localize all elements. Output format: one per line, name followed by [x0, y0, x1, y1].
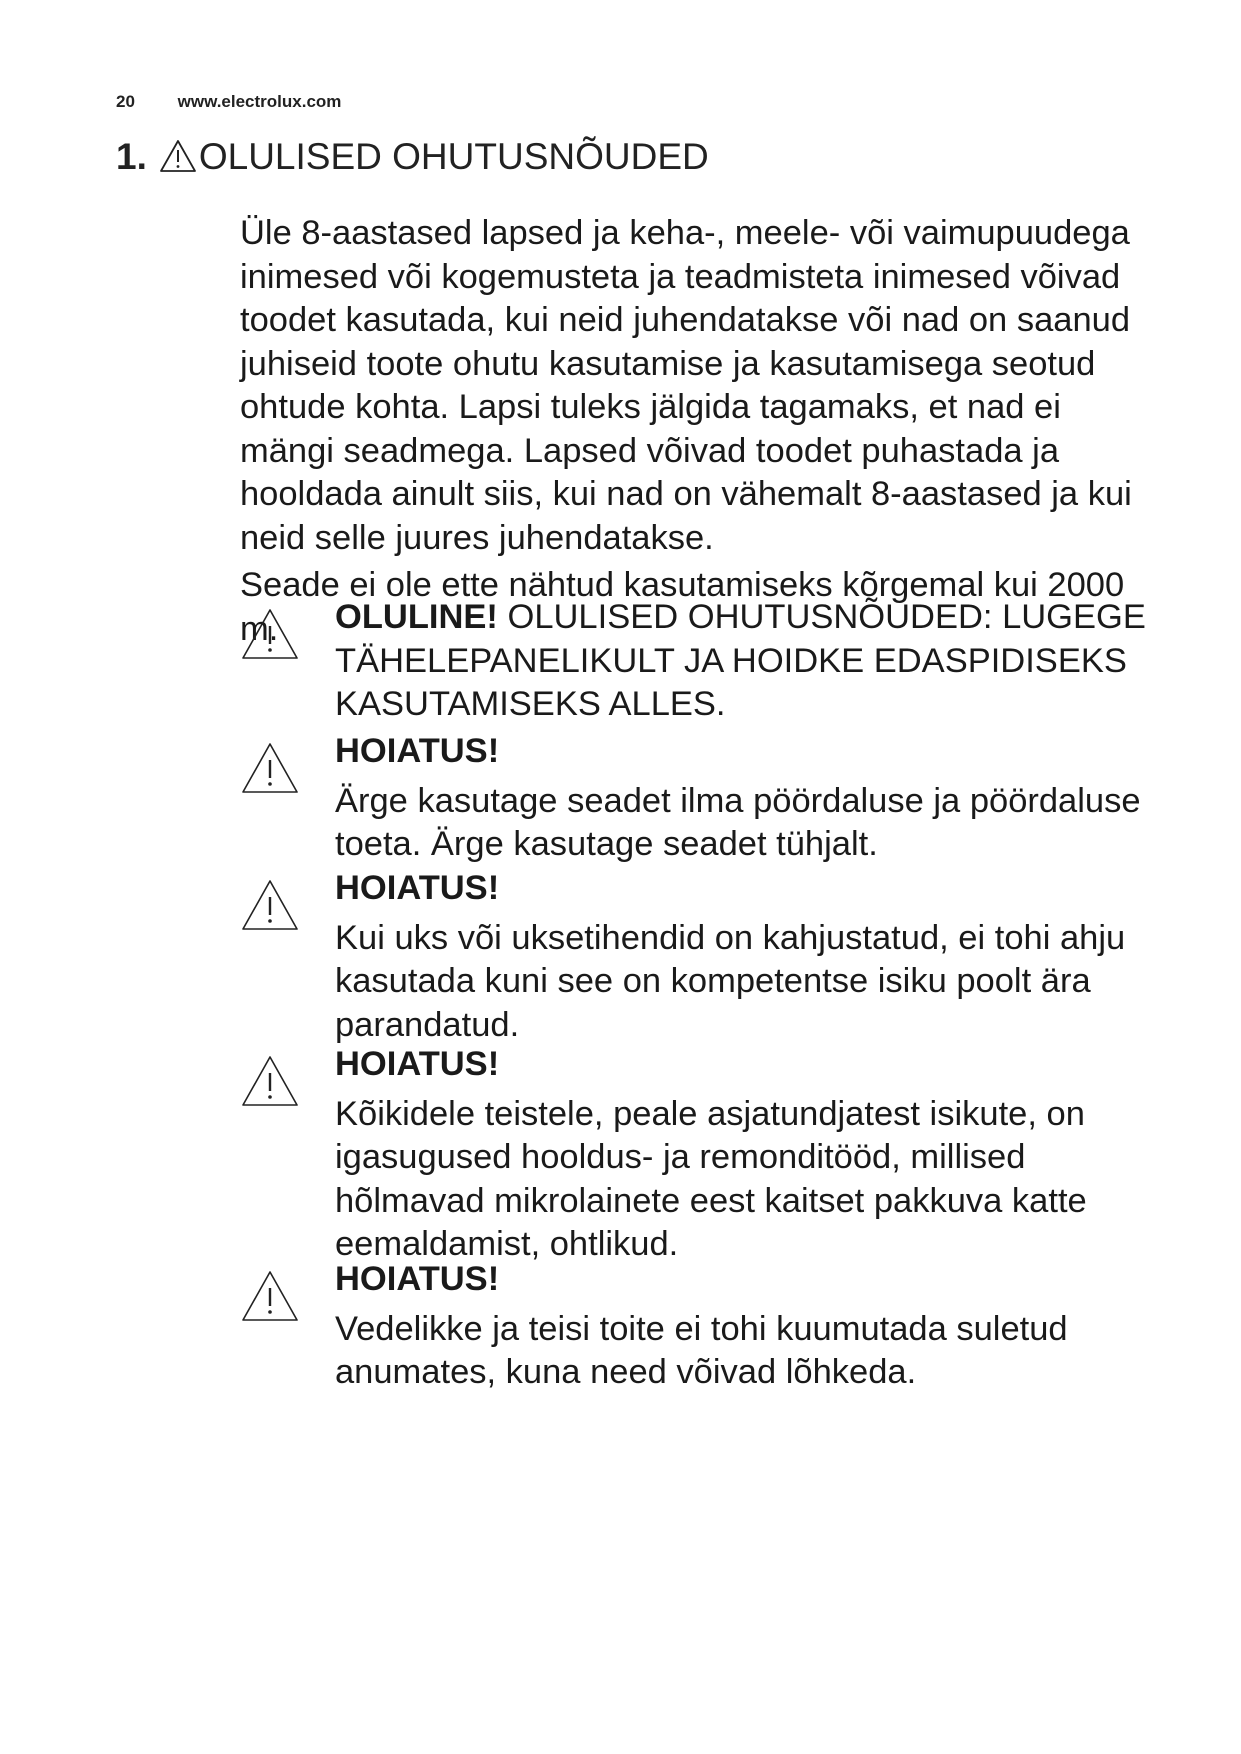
notice-warning-4: [240, 1258, 1160, 1395]
page-header: [116, 92, 341, 112]
notice-text: OLULISED OHUTUSNÕUDED: LUGEGE TÄHELEPANELIKULT JA HOIDKE EDASPIDISEKS KASUTAMISEKS ALLES.: [335, 598, 1146, 723]
section-title: [116, 136, 709, 182]
warning-triangle-icon: [240, 740, 300, 796]
notice-label: HOIATUS!: [335, 732, 500, 770]
notice-important: [240, 596, 1160, 727]
notice-warning-1: [240, 730, 1160, 867]
website-url[interactable]: www.electrolux.com: [177, 92, 342, 111]
intro-text: [240, 212, 1160, 655]
warning-triangle-icon: [240, 1268, 300, 1324]
notice-text: Kõikidele teistele, peale asjatundjatest isikute, on igasugused hooldus- ja remonditööd, millised hõlmavad mikrolainete eest kaitset pakkuva katte eemaldamist, ohtlikud.: [335, 1094, 1087, 1263]
notice-label: HOIATUS!: [335, 1045, 500, 1083]
notice-text: Vedelikke ja teisi toite ei tohi kuumutada suletud anumates, kuna need võivad lõhkeda.: [335, 1309, 1068, 1391]
notice-text: Kui uks või uksetihendid on kahjustatud, ei tohi ahju kasutada kuni see on kompetentse isiku poolt ära parandatud.: [335, 918, 1126, 1044]
warning-triangle-icon: [240, 606, 300, 662]
notice-warning-3: [240, 1043, 1160, 1267]
notice-label: HOIATUS!: [335, 1260, 500, 1298]
warning-triangle-icon: [240, 1053, 300, 1109]
notice-warning-2: [240, 867, 1160, 1047]
intro-paragraph: Üle 8-aastased lapsed ja keha-, meele- või vaimupuudega inimesed või kogemusteta ja teadmisteta inimesed võivad toodet kasutada, kui neid juhendatakse või nad on saanud juhiseid toote ohutu kasutamise ja kasutamisega seotud ohtude kohta. Lapsi tuleks jälgida tagamaks, et nad ei mängi seadmega. Lapsed võivad toodet puhastada ja hooldada ainult siis, kui nad on vähemalt 8-aastased ja kui neid selle juures juhendatakse.: [240, 214, 1132, 557]
notice-label: HOIATUS!: [335, 869, 500, 907]
altitude-paragraph: Seade ei ole ette nähtud kasutamiseks kõrgemal kui 2000 m.: [240, 566, 1125, 648]
section-number: 1.: [116, 136, 147, 177]
section-title-text: OLULISED OHUTUSNÕUDED: [198, 136, 709, 177]
notice-label: OLULINE!: [335, 598, 498, 636]
warning-triangle-icon: [159, 139, 197, 182]
page-number: 20: [116, 92, 135, 111]
warning-triangle-icon: [240, 877, 300, 933]
notice-text: Ärge kasutage seadet ilma pöördaluse ja pöördaluse toeta. Ärge kasutage seadet tühjalt.: [335, 781, 1141, 863]
